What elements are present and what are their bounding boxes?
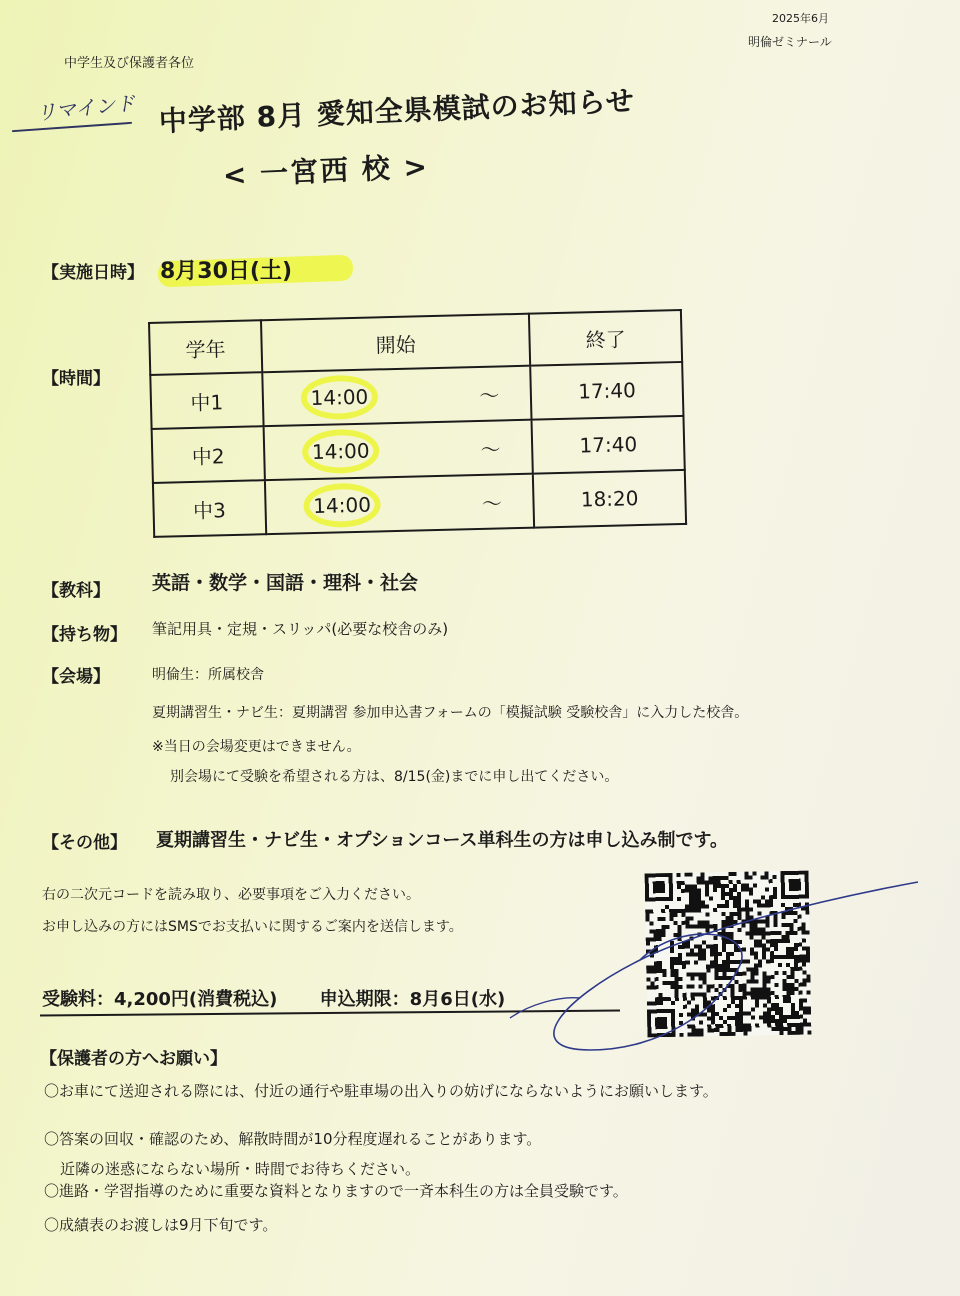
application-deadline: 申込期限：8月6日(水): [319, 989, 506, 1010]
other-line-1: 右の二次元コードを読み取り、必要事項をご入力ください。: [42, 887, 420, 903]
belongings-value: 筆記用具・定規・スリッパ(必要な校舎のみ): [152, 620, 449, 638]
other-value: 夏期講習生・ナビ生・オプションコース単科生の方は申し込み制です。: [156, 830, 729, 851]
venue-label: 【会場】: [42, 667, 110, 687]
organization-name: 明倫ゼミナール: [748, 35, 832, 49]
grade-cell: 中3: [153, 480, 266, 537]
subjects-label: 【教科】: [42, 581, 110, 601]
requests-heading: 【保護者の方へお願い】: [40, 1049, 227, 1069]
other-line-2: お申し込みの方にはSMSでお支払いに関するご案内を送信します。: [42, 919, 463, 935]
request-item-5: 〇成績表のお渡しは9月下旬です。: [44, 1216, 278, 1234]
header-grade: 学年: [149, 320, 262, 375]
schedule-table: [148, 309, 687, 538]
school-name: < 一宮西 校 >: [222, 150, 430, 192]
other-label: 【その他】: [42, 833, 127, 853]
request-item-3: 近隣の迷惑にならない場所・時間でお待ちください。: [60, 1160, 421, 1178]
end-cell: 17:40: [532, 416, 685, 474]
date-label: 【実施日時】: [42, 263, 144, 283]
issue-date: 2025年6月: [772, 12, 829, 25]
page-title: 中学部 8月 愛知全県模試のお知らせ: [158, 84, 636, 138]
venue-line-1: 明倫生：所属校舎: [152, 667, 264, 683]
start-time: 14:00: [300, 374, 379, 420]
table-row: [153, 470, 686, 537]
handwritten-remind-note: リマインド: [35, 90, 137, 126]
range-separator: ～: [481, 490, 503, 516]
qr-code-icon[interactable]: [645, 871, 812, 1038]
grade-cell: 中2: [152, 426, 265, 483]
addressee: 中学生及び保護者各位: [64, 56, 195, 71]
start-time: 14:00: [301, 428, 380, 474]
request-item-4: 〇進路・学習指導のために重要な資料となりますので一斉本科生の方は全員受験です。: [44, 1182, 628, 1200]
exam-date: 8月30日(土): [160, 259, 293, 284]
range-separator: ～: [480, 436, 501, 462]
venue-line-3: ※当日の会場変更はできません。: [152, 739, 361, 755]
start-cell: [263, 420, 533, 481]
start-cell: [265, 474, 535, 535]
exam-fee: [42, 985, 505, 1011]
handwritten-underline: [12, 122, 132, 132]
grade-cell: 中1: [150, 372, 263, 429]
subjects-value: 英語・数学・国語・理科・社会: [152, 572, 419, 594]
start-cell: [262, 366, 532, 427]
start-time: 14:00: [303, 482, 382, 528]
header-start: 開始: [261, 314, 531, 373]
end-cell: 18:20: [533, 470, 686, 528]
venue-line-4: 別会場にて受験を希望される方は、8/15(金)までに申し出てください。: [170, 769, 619, 785]
range-separator: ～: [478, 382, 500, 408]
request-item-1: 〇お車にて送迎される際には、付近の通行や駐車場の出入りの妨げにならないようにお願いします。: [44, 1082, 718, 1100]
belongings-label: 【持ち物】: [42, 625, 127, 645]
end-cell: 17:40: [531, 362, 684, 420]
header-end: 終了: [529, 310, 682, 366]
venue-line-2: 夏期講習生・ナビ生：夏期講習 参加申込書フォームの「模擬試験 受験校舎」に入力した校舎。: [152, 705, 749, 721]
time-label: 【時間】: [42, 369, 110, 389]
fee-amount: 受験料：4,200円(消費税込): [42, 989, 278, 1010]
request-item-2: 〇答案の回収・確認のため、解散時間が10分程度遅れることがあります。: [44, 1130, 542, 1148]
